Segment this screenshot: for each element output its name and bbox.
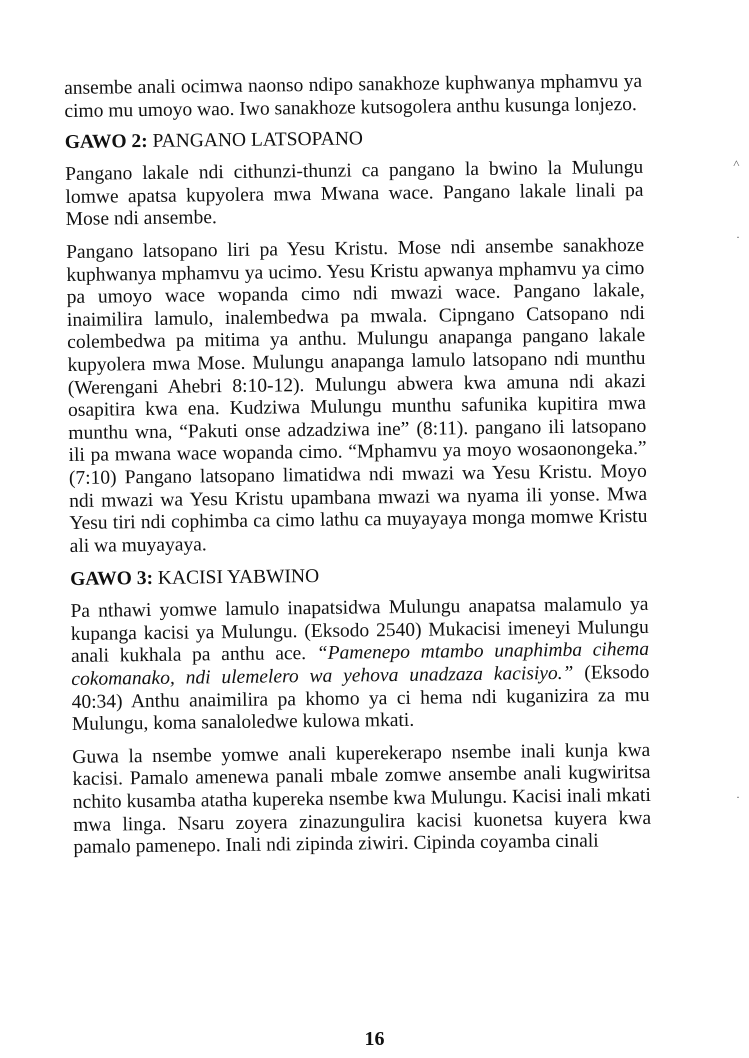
scripture-quote: “Pamenepo mtambo unaphimba cihema cokomanako, ndi ulemelero wa yehova unadzaza kacisiyo.”: [71, 639, 650, 691]
section-2-heading: [65, 124, 643, 155]
section-2-paragraph-1: Pangano lakale ndi cithunzi-thunzi ca pangano la bwino la Mulungu lomwe apatsa kupyolera mwa Mwana wace. Pangano lakale linali pa Mose ndi ansembe.: [65, 157, 644, 231]
section-2-paragraph-2: Pangano latsopano liri pa Yesu Kristu. Mose ndi ansembe sanakhoze kuphwanya mphamvu ya ucimo. Yesu Kristu apwanya mphamvu ya cimo pa umoyo wace wopanda cimo ndi mwazi wace. Pangano lakale, inaimilira lamulo, inalembedwa pa mwala. Cipngano Catsopano ndi colembedwa pa mitima ya anthu. Mulungu anapanga pangano lakale kupyolera mwa Mose. Mulungu anapanga lamulo latsopano ndi munthu (Werengani Ahebri 8:10-12). Mulungu abwera kwa amuna ndi akazi osapitira kwa ena. Kudziwa Mulungu munthu safunika kupitira mwa munthu wna, “Pakuti onse adzadziwa ine” (8:11). pangano ili latsopano ili pa mwana wace wopanda cimo. “Mphamvu ya moyo wosaonongeka.” (7:10) Pangano latsopano limatidwa ndi mwazi wa Yesu Kristu. Moyo ndi mwazi wa Yesu Kristu upambana mwazi wa nyama ili yonse. Mwa Yesu tiri ndi cophimba ca cimo lathu ca muyayaya monga momwe Kristu ali wa muyayaya.: [66, 234, 648, 557]
scan-speck-mark: ˄: [733, 156, 740, 170]
section-2-heading-lead: GAWO 2:: [64, 131, 148, 154]
scan-speck-mark: ·: [736, 790, 740, 804]
section-3-heading-lead: GAWO 3:: [70, 568, 154, 591]
page-number: 16: [364, 1028, 385, 1050]
section-3-paragraph-1-start: Pa nthawi yomwe lamulo inapatsidwa Mulungu anapatsa malamulo ya kupanga kacisi ya Mulungu. (Eksodo 2540) Mukacisi imeneyi Mulungu anali kukhala pa anthu ace.: [70, 594, 649, 668]
page-body: [64, 71, 652, 870]
section-3-paragraph-1-end: (Eksodo 40:34) Anthu anaimilira pa khomo ya ci hema ndi kuganizira za mu Mulungu, koma sanaloledwe kulowa mkati.: [71, 661, 650, 736]
continuation-paragraph: ansembe anali ocimwa naonso ndipo sanakhoze kuphwanya mphamvu ya cimo mu umoyo wao. Iwo sanakhoze kutsogolera anthu kusunga lonjezo.: [64, 70, 643, 122]
section-3-heading: [70, 561, 648, 592]
section-3-paragraph-2: Guwa la nsembe yomwe anali kuperekerapo nsembe inali kunja kwa kacisi. Pamalo amenewa panali mbale zomwe ansembe anali kugwiritsa nchito kusamba atatha kupereka nsembe kwa Mulungu. Kacisi inali mkati mwa linga. Nsaru zoyera zinazungulira kacisi kuonetsa kuyera kwa pamalo pamenepo. Inali ndi zipinda ziwiri. Cipinda coyamba cinali: [72, 739, 652, 859]
scan-speck-mark: ·: [736, 230, 740, 244]
section-3-heading-title: KACISI YABWINO: [157, 566, 320, 590]
section-2-heading-title: PANGANO LATSOPANO: [152, 128, 364, 153]
section-3-paragraph-1: [70, 594, 650, 737]
